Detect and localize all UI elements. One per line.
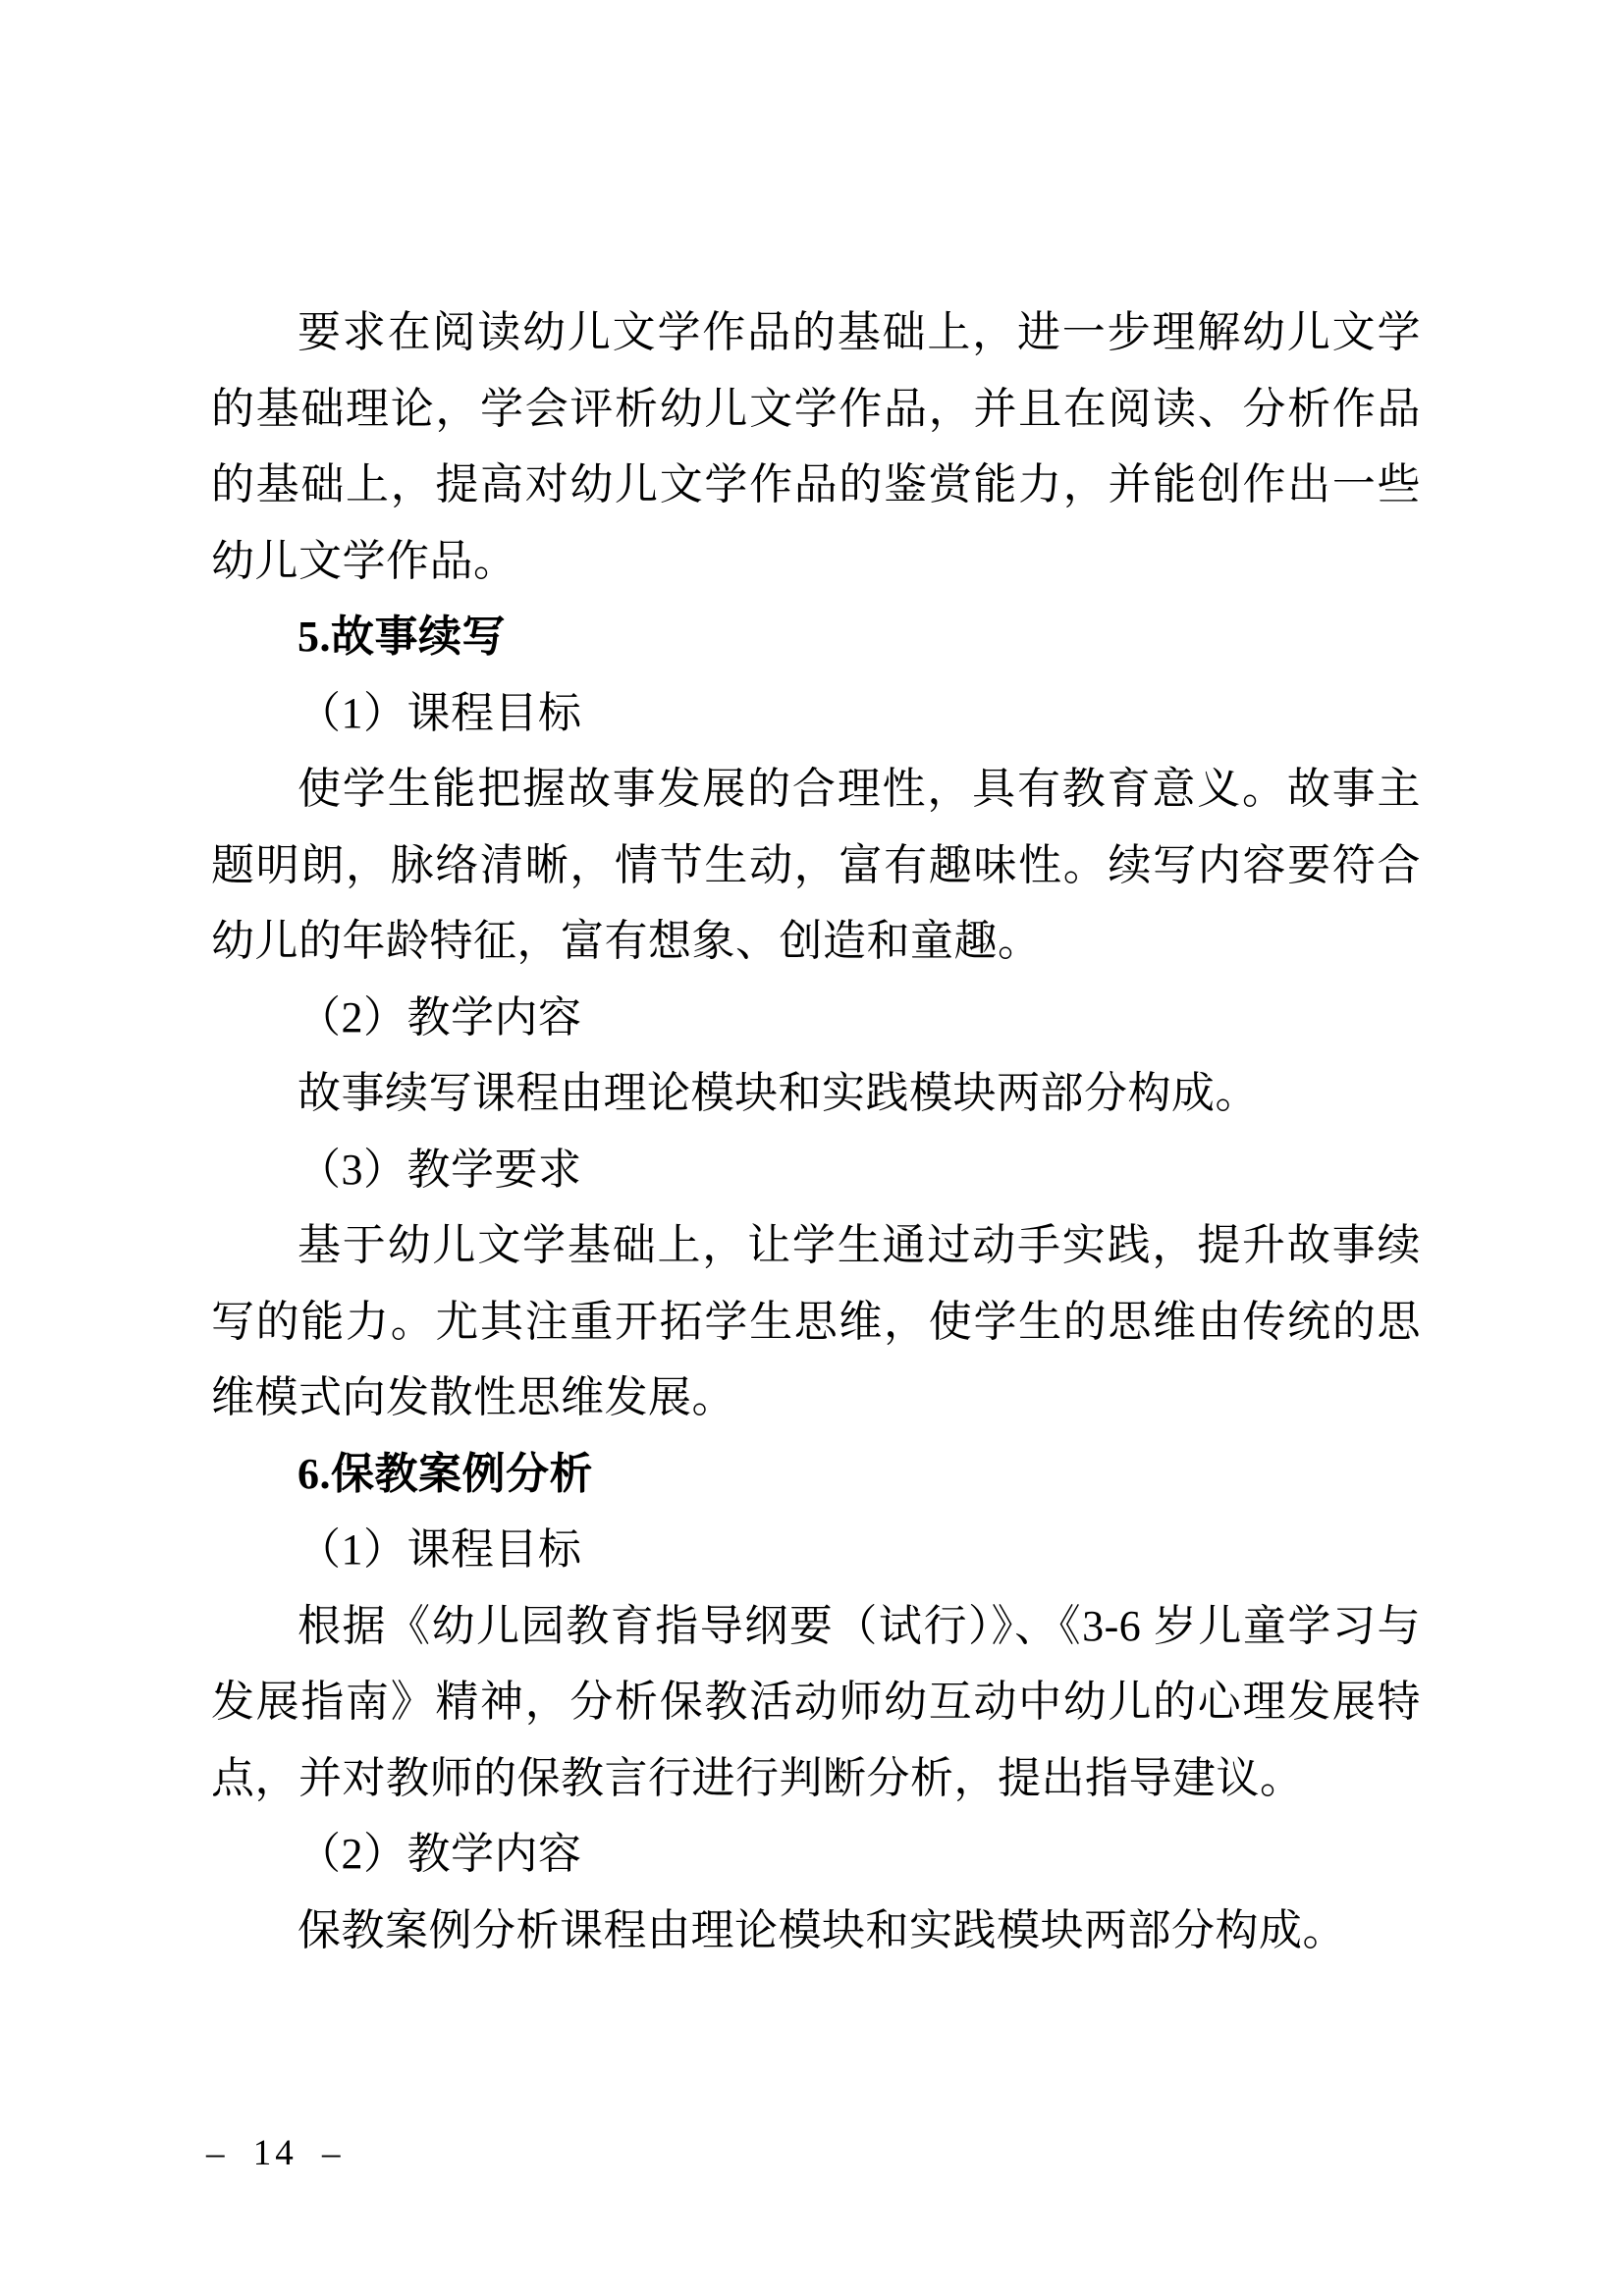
subsection-heading: （1）课程目标 — [298, 688, 582, 737]
subsection-heading: （2）教学内容 — [298, 1830, 582, 1878]
section-heading: 5.故事续写 — [298, 613, 506, 661]
subsection-heading: （3）教学要求 — [298, 1145, 582, 1194]
page-number: – 14 – — [206, 2133, 345, 2173]
paragraph: 要求在阅读幼儿文学作品的基础上，进一步理解幼儿文学的基础理论，学会评析幼儿文学作品，并且在阅读、分析作品的基础上，提高对幼儿文学作品的鉴赏能力，并能创作出一些幼儿文学作品。 — [211, 308, 1421, 585]
paragraph: 故事续写课程由理论模块和实践模块两部分构成。 — [298, 1069, 1259, 1117]
section-heading: 6.保教案例分析 — [298, 1449, 593, 1498]
paragraph: 使学生能把握故事发展的合理性，具有教育意义。故事主题明朗，脉络清晰，情节生动，富有趣味性。续写内容要符合幼儿的年龄特征，富有想象、创造和童趣。 — [211, 765, 1421, 965]
document-body — [211, 294, 1421, 1968]
subsection-heading: （1）课程目标 — [298, 1525, 582, 1574]
paragraph: 基于幼儿文学基础上，让学生通过动手实践，提升故事续写的能力。尤其注重开拓学生思维，使学生的思维由传统的思维模式向发散性思维发展。 — [211, 1221, 1421, 1421]
paragraph: 保教案例分析课程由理论模块和实践模块两部分构成。 — [298, 1905, 1346, 1954]
subsection-heading: （2）教学内容 — [298, 992, 582, 1041]
paragraph: 根据《幼儿园教育指导纲要（试行）》、《3-6 岁儿童学习与发展指南》精神，分析保教活动师幼互动中幼儿的心理发展特点，并对教师的保教言行进行判断分析，提出指导建议。 — [211, 1601, 1421, 1802]
